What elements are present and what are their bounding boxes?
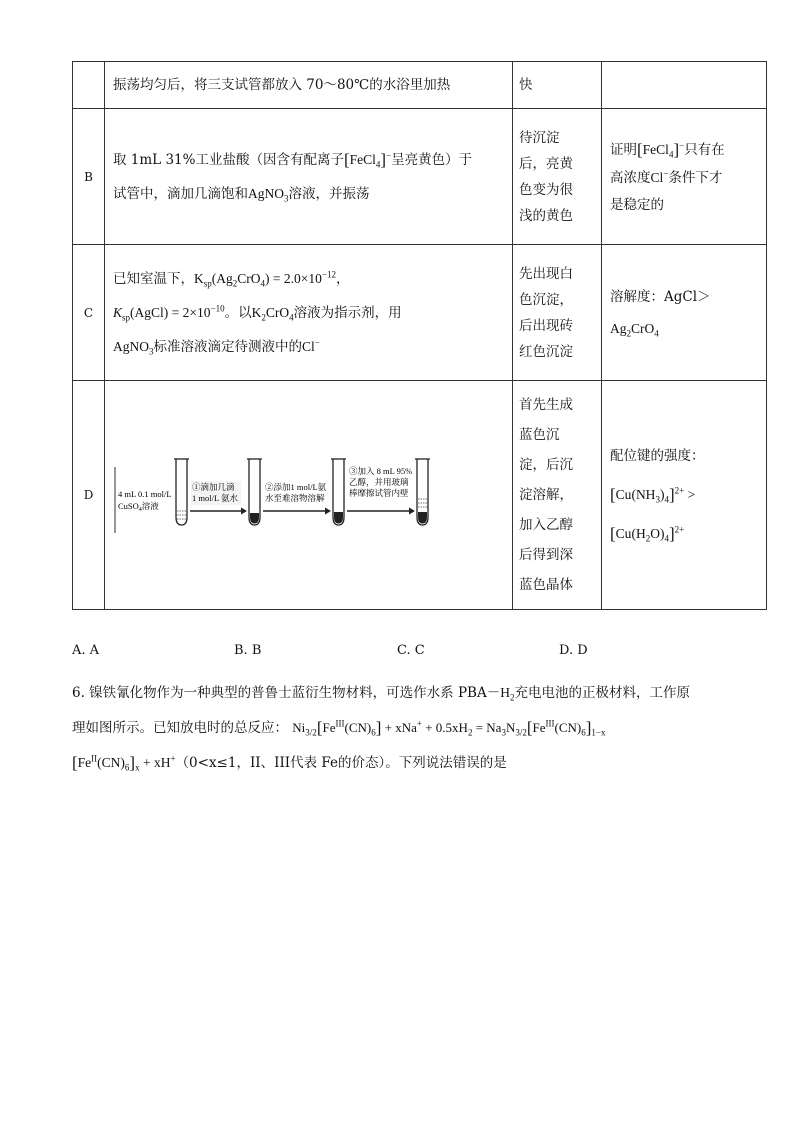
row-label: B [73, 109, 105, 245]
procedure-cell: 已知室温下，$K_{sp}(Ag_2CrO_4) = 2.0\times 10^{-12}$， $K_{sp}(AgCl) = 2\times 10^{-10}$。以$K_2CrO_4$溶液为指示剂，用 AgNO$_3$标准溶液滴定待测液中的Cl− [105, 245, 513, 381]
conclusion-cell: 证明[FeCl$_4$]−只有在 高浓度Cl−条件下才 是稳定的 [602, 109, 767, 245]
answer-options [72, 643, 722, 663]
reaction-equation: $Ni_{3/2}[Fe^{III}(CN)_6] + xNa^+ + 0.5xH_2 = Na_3N_{3/2}[Fe^{III}(CN)_6]_{1-x}$ [292, 718, 606, 738]
svg-text:1 mol/L 氨水: 1 mol/L 氨水 [192, 493, 238, 503]
phenomenon-cell: 快 [513, 62, 602, 109]
svg-text:棒摩擦试管内壁: 棒摩擦试管内壁 [349, 488, 409, 498]
step-3-label: ③加入 8 mL 95% [349, 466, 413, 476]
start-label: 4 mL 0.1 mol/L [118, 489, 172, 499]
step-1-label: ①滴加几滴 [192, 482, 235, 492]
svg-text:乙醇，并用玻璃: 乙醇，并用玻璃 [349, 477, 409, 487]
experiment-table [72, 61, 767, 610]
step-2-label: ②添加1 mol/L氨 [265, 482, 327, 492]
test-tube-2 [247, 459, 262, 525]
conclusion-cell: 配位键的强度： $[Cu(NH_3)_4]^{2+}$ > $[Cu(H_2O)_4]^{2+}$ [602, 381, 767, 610]
phenomenon-cell: 首先生成 蓝色沉 淀，后沉 淀溶解， 加入乙醇 后得到深 蓝色晶体 [513, 381, 602, 610]
phenomenon-cell: 待沉淀 后，亮黄 色变为很 浅的黄色 [513, 109, 602, 245]
table-row-d [73, 381, 767, 610]
formula-ksp-ag2cro4: $K_{sp}(Ag_2CrO_4) = 2.0\times 10^{-12}$ [194, 269, 336, 289]
formula-fecl4: [FeCl$_4$]− [343, 150, 392, 170]
procedure-cell [105, 381, 513, 610]
formula-cu-h2o: $[Cu(H_2O)_4]^{2+}$ [610, 524, 685, 544]
svg-text:CuSO4溶液: CuSO$_4$溶液 [118, 501, 159, 513]
test-tube-3 [331, 459, 346, 525]
row-label: C [73, 245, 105, 381]
formula-cu-nh3: $[Cu(NH_3)_4]^{2+}$ > [610, 485, 696, 505]
question-6 [72, 676, 732, 780]
option-d[interactable]: D. D [559, 643, 588, 658]
option-b[interactable]: B. B [234, 643, 262, 658]
table-row-a [73, 62, 767, 109]
procedure-cell: 振荡均匀后，将三支试管都放入 70～80℃的水浴里加热 [105, 62, 513, 109]
table-row-c [73, 245, 767, 381]
test-tube-4 [415, 459, 430, 525]
test-tube-1 [174, 459, 189, 525]
question-6-line-3: $[Fe^{II}(CN)_6]_x + xH^+(0<x\le 1$，II、III代表 Fe的价态）。下列说法错误的是 [72, 753, 507, 773]
question-6-line-2: 理如图所示。已知放电时的总反应： $Ni_{3/2}[Fe^{III}(CN)_6] + xNa^+ + 0.5xH_2 = Na_3N_{3/2}[Fe^{III}(CN)_6]_{1-x}$ [72, 718, 606, 738]
table-row-b [73, 109, 767, 245]
conclusion-cell: 溶解度：AgCl＞ $Ag_2CrO_4$ [602, 245, 767, 381]
option-a[interactable]: A. A [72, 643, 100, 658]
experiment-diagram [113, 455, 443, 535]
question-6-line-1: 6. 镍铁氰化物作为一种典型的普鲁士蓝衍生物材料，可选作水系 $PBA-H_2$充电电池的正极材料，工作原 [72, 685, 690, 703]
row-label: D [73, 381, 105, 610]
procedure-cell: 取 1mL 31%工业盐酸（因含有配离子[FeCl$_4$]−呈亮黄色）于 试管中，滴加几滴饱和AgNO$_3$溶液，并振荡 [105, 109, 513, 245]
phenomenon-cell: 先出现白 色沉淀， 后出现砖 红色沉淀 [513, 245, 602, 381]
conclusion-cell [602, 62, 767, 109]
formula-ksp-agcl: $K_{sp}(AgCl) = 2\times 10^{-10}$ [113, 303, 225, 323]
option-c[interactable]: C. C [397, 643, 425, 658]
row-label [73, 62, 105, 109]
formula-agno3: AgNO$_3$ [248, 186, 289, 204]
svg-text:水至难溶物溶解: 水至难溶物溶解 [265, 493, 325, 503]
